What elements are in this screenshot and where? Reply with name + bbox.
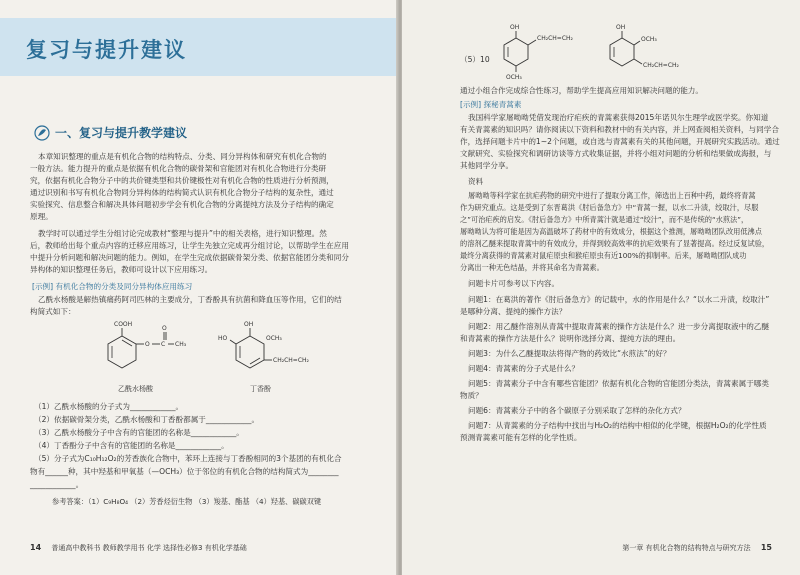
mol1-c: C	[161, 341, 166, 348]
intro-line: 我国科学家屠呦呦凭借发现治疗疟疾的青蒿素获得2015年诺贝尔生理学或医学奖。你知道	[468, 113, 769, 122]
problem-line: 问题6：青蒿素分子中的各个碳原子分别采取了怎样的杂化方式？	[468, 406, 686, 415]
problem-line: 物质？	[460, 391, 483, 400]
mol2-ho: HO	[218, 335, 228, 342]
mol4-oh: OH	[616, 24, 626, 31]
intro-line: 作，选择问题卡片中的1~2个问题，或自选与青蒿素有关的其他问题，开展研究实践活动。通过	[460, 137, 780, 146]
paragraph-line: 后，教师给出每个重点内容的迁移应用练习，让学生先独立完成再分组讨论，以帮助学生在应用	[30, 241, 349, 250]
after-molecules-text: 通过小组合作完成综合性练习，帮助学生提高应用知识解决问题的能力。	[460, 86, 703, 95]
right-example-heading: [示例] 探秘青蒿素	[460, 100, 522, 109]
mol1-o-carbonyl: O	[162, 325, 167, 332]
card-heading: 问题卡片可参考以下内容。	[468, 279, 560, 288]
material-line: 屠呦呦等科学家在抗疟药物的研究中进行了提取分离工作，筛选出上百种中药，最终将青蒿	[468, 191, 756, 200]
paragraph-line: 中提升分析问题和解决问题的能力。例如，在学生完成依据碳骨架分类、依据官能团分类和同分	[30, 253, 349, 262]
mol1-cooh: COOH	[114, 321, 133, 328]
eugenol-structure	[210, 314, 320, 384]
problem-line: 问题5：青蒿素分子中含有哪些官能团？依据有机化合物的官能团分类法，青蒿素属于哪类	[468, 379, 769, 388]
chapter-title: 复习与提升建议	[26, 38, 187, 62]
left-page	[0, 0, 398, 575]
mol3-oh: OH	[510, 24, 520, 31]
problem-line: 问题3：为什么乙醚提取法将得产物的药效比“水煎法”的好？	[468, 349, 671, 358]
question-line: （5）分子式为C₁₀H₁₂O₂的芳香族化合物中，苯环上连接与丁香酚相同的3个基团的有机化合	[34, 454, 342, 463]
question-line: 物有______种，其中羟基和甲氧基（—OCH₃）位于邻位的有机化合物的结构简式为________	[30, 467, 339, 476]
example-intro-line: 构简式如下：	[30, 307, 76, 316]
paragraph-line: 实验探究、信息整合和解决具体问题初步学会有机化合物的分离提纯方法及分子结构的确定	[30, 200, 334, 209]
question-line: （3）乙酰水杨酸分子中含有的官能团的名称是____________。	[34, 428, 244, 437]
problem-line: 预测青蒿素可能有怎样的化学性质。	[460, 433, 582, 442]
material-line: 的溶剂乙醚来提取青蒿中的有效成分，并得到较高效率的抗疟效果有了显著提高。经过反复试验，	[460, 239, 770, 248]
isomer-structure-1	[486, 20, 606, 82]
question-line: （4）丁香酚分子中含有的官能团的名称是____________。	[34, 441, 229, 450]
mol1-name: 乙酰水杨酸	[118, 385, 153, 393]
paragraph-line: 教学时可以通过学生分组讨论完成教材“整理与提升”中的相关表格，进行知识整理。然	[38, 229, 327, 238]
material-line: 之”可治疟疾的启发。《肘后备急方》中所青蒿汁就是通过“绞汁”，而不是传统的“水煎法”，	[460, 215, 749, 224]
mol2-och3: OCH₃	[266, 335, 282, 342]
right-footer	[622, 543, 772, 553]
isomer-structure-2	[592, 20, 722, 82]
intro-line: 其他同学分享。	[460, 161, 514, 170]
mol3-allyl: CH₂CH=CH₂	[537, 35, 573, 42]
paragraph-line: 异构体的知识整理任务后，教师可设计以下应用练习。	[30, 265, 213, 274]
mol1-ch3: CH₃	[175, 341, 187, 348]
problem-line: 问题7：从青蒿素的分子结构中找出与H₂O₂的结构中相似的化学键，根据H₂O₂的化学性质	[468, 421, 767, 430]
section-leaf-icon	[34, 125, 50, 141]
section-title-text: 一、复习与提升教学建议	[55, 126, 188, 140]
material-heading: 资料	[468, 177, 484, 186]
paragraph-line: 原理。	[30, 212, 53, 221]
question-line: ____________。	[30, 480, 84, 489]
question-line: （1）乙酰水杨酸的分子式为____________。	[34, 402, 184, 411]
material-line: 最终分离获得的青蒿素对鼠疟原虫和猴疟原虫有近100%的抑制率。后来，屠呦呦团队成功	[460, 251, 747, 260]
mol2-allyl: CH₂CH=CH₂	[273, 357, 309, 364]
paragraph-line: 一般方法。能力提升的重点是依据有机化合物的碳骨架和官能团对有机化合物进行分类研	[30, 164, 327, 173]
problem-line: 问题4：青蒿素的分子式是什么？	[468, 364, 580, 373]
material-line: 分离出一种无色结晶，并将其命名为青蒿素。	[460, 263, 604, 272]
q5-answer-prefix: （5）10	[460, 55, 490, 64]
problem-line: 和青蒿素的操作方法是什么？说明你选择分离、提纯方法的理由。	[460, 334, 681, 343]
acetylsalicylic-acid-structure	[100, 318, 190, 382]
mol2-oh: OH	[244, 321, 254, 328]
mol1-o-ether: O	[145, 341, 150, 348]
example-intro-line: 乙酰水杨酸是解热镇痛药阿司匹林的主要成分，丁香酚具有抗菌和降血压等作用，它们的结	[38, 295, 342, 304]
right-page-number: 15	[760, 543, 772, 552]
intro-line: 有关青蒿素的知识吗？请你阅读以下资料和教材中的有关内容，并上网查阅相关资料，与同学合	[460, 125, 779, 134]
mol3-och3: OCH₃	[506, 74, 522, 81]
left-footer	[30, 543, 247, 553]
example-heading: [示例] 有机化合物的分类及同分异构体应用练习	[32, 282, 193, 291]
mol2-name: 丁香酚	[250, 385, 271, 393]
mol4-allyl: CH₂CH=CH₂	[643, 62, 679, 69]
problem-line: 问题1：在葛洪的著作《肘后备急方》的记载中，水的作用是什么？“以水二升渍，绞取汁”	[468, 295, 770, 304]
left-footer-text: 普通高中教科书 教师教学用书 化学 选择性必修3 有机化学基础	[51, 544, 247, 552]
section-title	[34, 124, 187, 141]
problem-line: 问题2：用乙醚作溶剂从青蒿中提取青蒿素的操作方法是什么？进一步分离提取液中的乙醚	[468, 322, 769, 331]
intro-line: 文献研究、实验探究和调研访谈等方式收集证据，并将小组对问题的分析和结果做成海报，与	[460, 149, 772, 158]
right-page	[402, 0, 800, 575]
material-line: 作为研究重点。这是受到了东晋葛洪《肘后备急方》中“青蒿一握，以水二升渍，绞取汁，尽服	[460, 203, 759, 212]
mol4-och3: OCH₃	[641, 36, 657, 43]
problem-line: 是哪种分离、提纯的操作方法？	[460, 307, 567, 316]
material-line: 屠呦呦认为将可能是因为高温破坏了药材中的有效成分，根据这个推测，屠呦呦团队改用低沸点	[460, 227, 762, 236]
paragraph-line: 究，依据有机化合物分子中的共价键类型和共价键极性对有机化合物的性质进行分析预测，	[30, 176, 334, 185]
answer-line: 参考答案：（1）C₉H₈O₄ （2）芳香烃衍生物 （3）羧基、酯基 （4）羟基、碳碳双键	[52, 497, 322, 506]
left-page-number: 14	[30, 543, 42, 552]
question-line: （2）依据碳骨架分类，乙酰水杨酸和丁香酚都属于____________。	[34, 415, 260, 424]
paragraph-line: 本章知识整理的重点是有机化合物的结构特点、分类、同分异构体和研究有机化合物的	[38, 152, 327, 161]
paragraph-line: 通过识别和书写有机化合物同分异构体的结构简式认识有机化合物分子结构的复杂性，通过	[30, 188, 334, 197]
right-footer-text: 第一章 有机化合物的结构特点与研究方法	[622, 544, 751, 552]
